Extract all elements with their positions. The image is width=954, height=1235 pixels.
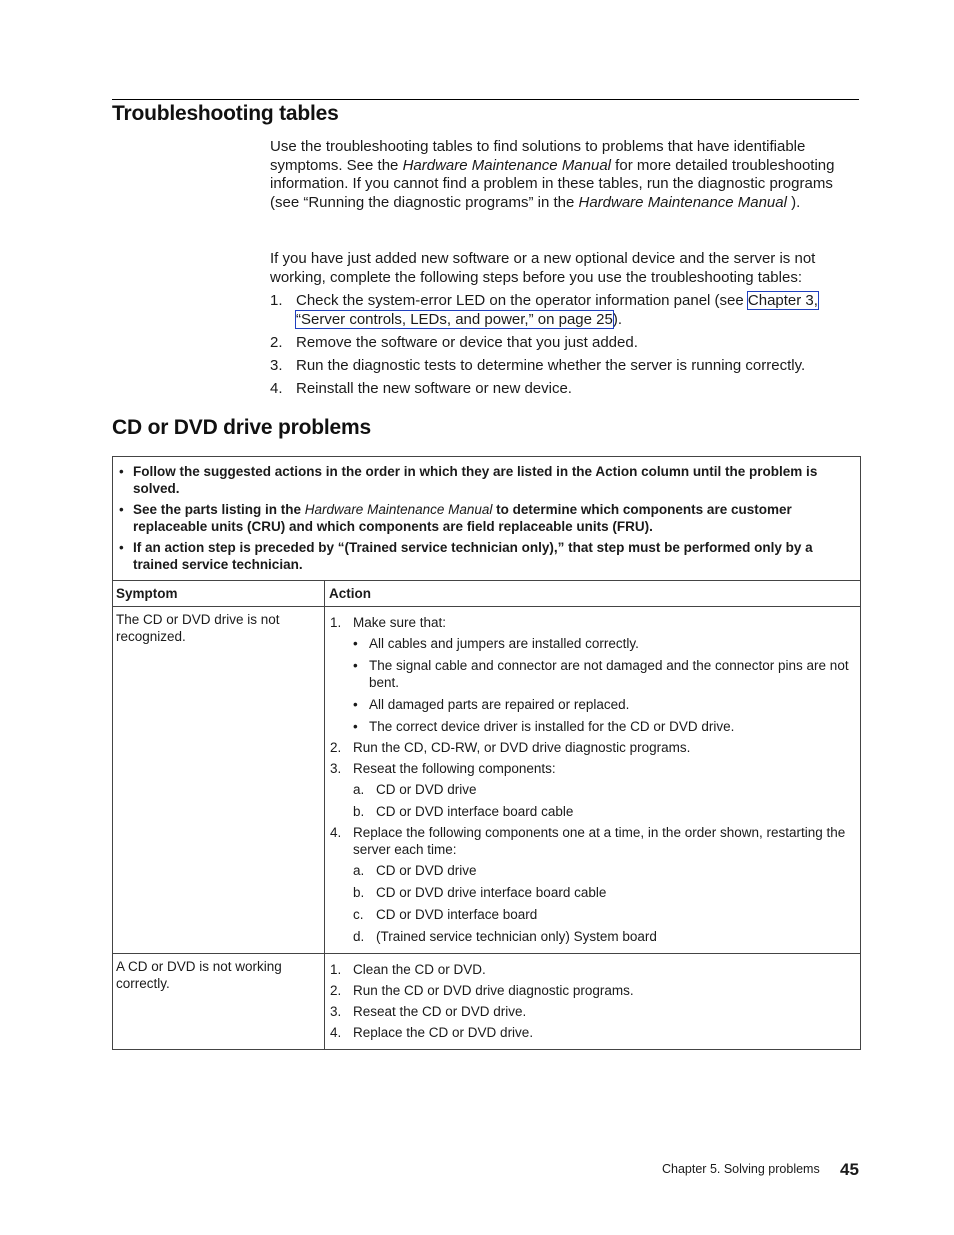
substep-text: CD or DVD interface board <box>376 907 538 922</box>
action-text: Clean the CD or DVD. <box>353 962 486 977</box>
action-text: Run the CD or DVD drive diagnostic programs. <box>353 983 634 998</box>
manual-title: Hardware Maintenance Manual <box>578 193 787 211</box>
header-symptom: Symptom <box>113 581 325 606</box>
step-number: 1. <box>270 292 283 309</box>
header-action: Action <box>329 586 371 601</box>
action-bullet <box>353 718 854 735</box>
step-number: 3. <box>270 356 283 374</box>
table-note <box>117 501 854 535</box>
bullet-text: All damaged parts are repaired or replaced. <box>369 697 630 712</box>
action-number: 1. <box>330 962 342 977</box>
action-step <box>329 961 854 978</box>
step-item <box>270 292 855 329</box>
action-step <box>329 824 854 945</box>
action-step <box>329 1003 854 1020</box>
action-bullet <box>353 635 854 652</box>
action-number: 1. <box>330 615 342 630</box>
action-bullet <box>353 696 854 713</box>
bullet-text: The correct device driver is installed for the CD or DVD drive. <box>369 719 735 734</box>
intro-paragraph <box>270 138 855 212</box>
note-text: See the parts listing in the <box>133 502 305 517</box>
step-item <box>270 357 855 376</box>
section-title-troubleshooting: Troubleshooting tables <box>112 102 339 125</box>
section-title-cd-dvd: CD or DVD drive problems <box>112 416 371 439</box>
substep-marker: d. <box>353 929 365 944</box>
bullet-text: The signal cable and connector are not damaged and the connector pins are not bent. <box>369 658 849 690</box>
action-substep <box>353 884 854 901</box>
action-number: 3. <box>330 1004 342 1019</box>
cd-dvd-problems-table <box>112 456 861 1050</box>
note-text: to determine which components are customer replaceable units (CRU) and which components are field replaceable units (FRU). <box>133 502 792 534</box>
steps-intro-paragraph <box>270 250 855 287</box>
bullet-icon: • <box>119 502 124 517</box>
action-cell <box>325 954 860 1049</box>
action-list <box>329 614 854 945</box>
action-text: Reseat the following components: <box>353 761 556 776</box>
step-number: 4. <box>270 379 283 397</box>
action-number: 3. <box>330 761 342 776</box>
bullet-text: All cables and jumpers are installed correctly. <box>369 636 639 651</box>
bullet-icon: • <box>119 540 124 555</box>
action-step <box>329 760 854 820</box>
intro-text: ). <box>786 193 801 211</box>
steps-intro-text: If you have just added new software or a new optional device and the server is not working, complete the following steps before you use the troubleshooting tables: <box>270 250 816 286</box>
intro-text: Use the troubleshooting tables to find solutions to problems that have identifiable symptoms. See the <box>270 138 806 174</box>
step-text: Reinstall the new software or new device. <box>296 379 572 397</box>
step-number: 2. <box>270 333 283 351</box>
footer-chapter: Chapter 5. Solving problems <box>662 1162 820 1176</box>
action-number: 4. <box>330 825 342 840</box>
intro-text: for more detailed troubleshooting information. If you cannot find a problem in these tables, run the diagnostic programs (see “Running the diagnostic programs” in the <box>270 156 835 211</box>
step-text: Run the diagnostic tests to determine whether the server is running correctly. <box>296 356 806 374</box>
substep-text: CD or DVD drive interface board cable <box>376 885 607 900</box>
bullet-icon: • <box>119 464 124 479</box>
symptom-cell: The CD or DVD drive is not recognized. <box>113 607 325 953</box>
action-sublist <box>353 635 854 735</box>
substep-marker: c. <box>353 907 364 922</box>
note-text: Follow the suggested actions in the order in which they are listed in the Action column until the problem is solved. <box>133 464 818 496</box>
substep-marker: b. <box>353 804 365 819</box>
action-substep <box>353 928 854 945</box>
symptom-cell: A CD or DVD is not working correctly. <box>113 954 325 1049</box>
manual-title: Hardware Maintenance Manual <box>304 502 493 517</box>
action-list <box>329 961 854 1041</box>
step-text: Check the system-error LED on the operator information panel (see <box>296 292 748 309</box>
table-notes <box>113 457 860 581</box>
top-rule <box>112 99 859 100</box>
substep-marker: b. <box>353 885 365 900</box>
action-step <box>329 982 854 999</box>
table-note <box>117 539 854 573</box>
action-number: 2. <box>330 740 342 755</box>
action-text: Replace the CD or DVD drive. <box>353 1025 534 1040</box>
substep-text: (Trained service technician only) System board <box>376 929 657 944</box>
action-text: Replace the following components one at a time, in the order shown, restarting the server each time: <box>353 825 846 857</box>
steps-list <box>270 292 855 403</box>
action-number: 2. <box>330 983 342 998</box>
action-text: Make sure that: <box>353 615 447 630</box>
action-number: 4. <box>330 1025 342 1040</box>
action-substep <box>353 862 854 879</box>
action-bullet <box>353 657 854 691</box>
table-row <box>113 607 860 954</box>
substep-marker: a. <box>353 863 365 878</box>
bullet-icon: • <box>353 658 358 673</box>
action-substep <box>353 803 854 820</box>
step-item <box>270 334 855 353</box>
table-row <box>113 954 860 1049</box>
action-text: Reseat the CD or DVD drive. <box>353 1004 527 1019</box>
table-header-row <box>113 581 860 607</box>
page-number: 45 <box>840 1160 859 1179</box>
step-text: ). <box>612 310 623 328</box>
substep-text: CD or DVD drive <box>376 863 477 878</box>
action-cell <box>325 607 860 953</box>
action-sublist <box>353 781 854 820</box>
action-step <box>329 614 854 735</box>
chapter-3-link[interactable]: Chapter 3, “Server controls, LEDs, and power,” on page 25 <box>296 292 818 328</box>
note-text: If an action step is preceded by “(Trained service technician only),” that step must be performed only by a trained service technician. <box>133 540 813 572</box>
substep-text: CD or DVD interface board cable <box>376 804 574 819</box>
action-substep <box>353 906 854 923</box>
bullet-icon: • <box>353 697 358 712</box>
manual-title: Hardware Maintenance Manual <box>402 156 612 174</box>
bullet-icon: • <box>353 636 358 651</box>
bullet-icon: • <box>353 719 358 734</box>
substep-text: CD or DVD drive <box>376 782 477 797</box>
action-step <box>329 739 854 756</box>
action-substep <box>353 781 854 798</box>
step-text: Remove the software or device that you just added. <box>296 333 638 351</box>
action-sublist <box>353 862 854 945</box>
action-text: Run the CD, CD-RW, or DVD drive diagnostic programs. <box>353 740 691 755</box>
action-step <box>329 1024 854 1041</box>
step-item <box>270 380 855 399</box>
table-note <box>117 463 854 497</box>
substep-marker: a. <box>353 782 365 797</box>
